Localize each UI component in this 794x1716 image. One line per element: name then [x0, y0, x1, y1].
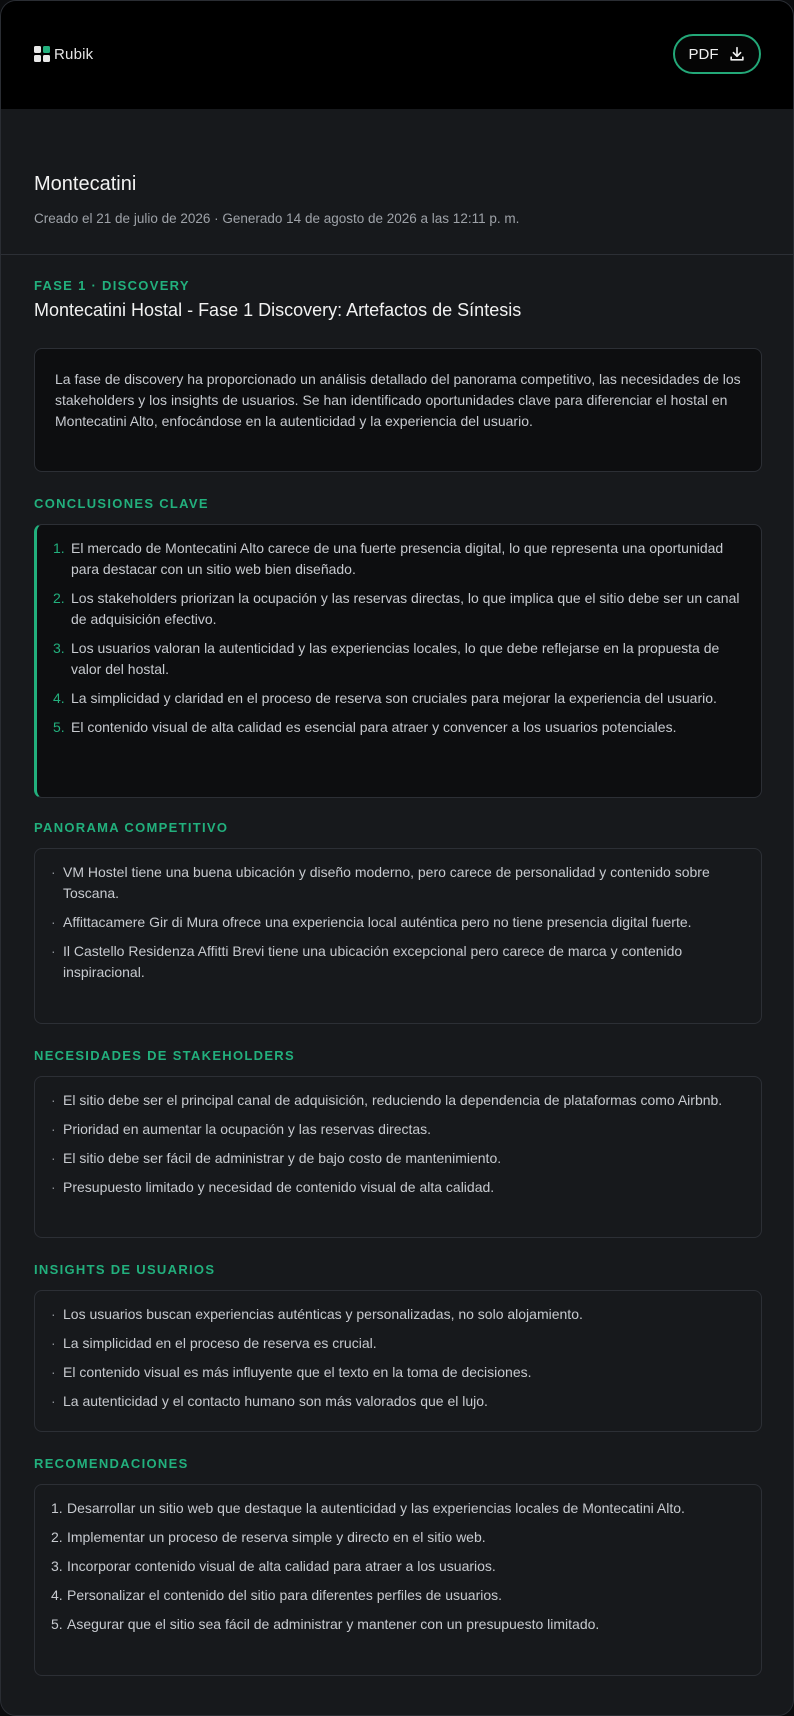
page-title: Montecatini: [34, 173, 137, 195]
logo-text: Rubik: [54, 46, 94, 63]
list-item: · Affittacamere Gir di Mura ofrece una experiencia local auténtica pero no tiene presencia digital fuerte.: [51, 914, 692, 930]
section-heading-stakeholders: NECESIDADES DE STAKEHOLDERS: [34, 1048, 295, 1063]
recommendations-card: [34, 1484, 762, 1676]
pdf-button-label: PDF: [688, 45, 719, 63]
list-item: 4. La simplicidad y claridad en el proceso de reserva son cruciales para mejorar la experiencia del usuario.: [53, 690, 717, 706]
list-item: 2. Implementar un proceso de reserva simple y directo en el sitio web.: [51, 1529, 486, 1545]
list-item: · Presupuesto limitado y necesidad de contenido visual de alta calidad.: [51, 1179, 495, 1195]
phase-label: FASE 1 · DISCOVERY: [34, 278, 190, 293]
logo[interactable]: [34, 46, 93, 63]
page-meta: Creado el 21 de julio de 2026 · Generado 14 de agosto de 2026 a las 12:11 p. m.: [34, 211, 520, 226]
summary-card: La fase de discovery ha proporcionado un análisis detallado del panorama competitivo, las necesidades de los stakeholders y los insights de usuarios. Se han identificado oportunidades clave para diferenciar el hostal en Montecatini Alto, enfocándose en la autenticidad y la experiencia del usuario.: [34, 348, 762, 472]
competitive-card: [34, 848, 762, 1024]
section-heading-competitive: PANORAMA COMPETITIVO: [34, 820, 229, 835]
divider: [1, 254, 793, 255]
list-item: 2. Los stakeholders priorizan la ocupación y las reservas directas, lo que implica que el sitio debe ser un canal de adquisición efectivo.: [53, 590, 740, 627]
list-item: 3. Los usuarios valoran la autenticidad y las experiencias locales, lo que debe reflejarse en la propuesta de valor del hostal.: [53, 640, 720, 677]
download-icon: [728, 45, 746, 63]
list-item: 3. Incorporar contenido visual de alta calidad para atraer a los usuarios.: [51, 1558, 496, 1574]
list-item: 5. Asegurar que el sitio sea fácil de administrar y mantener con un presupuesto limitado.: [51, 1616, 600, 1632]
list-item: · Los usuarios buscan experiencias auténticas y personalizadas, no solo alojamiento.: [51, 1306, 583, 1322]
list-item: 1. Desarrollar un sitio web que destaque la autenticidad y las experiencias locales de Montecatini Alto.: [51, 1500, 685, 1516]
list-item: · El sitio debe ser el principal canal de adquisición, reduciendo la dependencia de plataformas como Airbnb.: [51, 1092, 723, 1108]
logo-icon: [34, 46, 51, 63]
conclusions-card: [34, 524, 762, 798]
list-item: · La autenticidad y el contacto humano son más valorados que el lujo.: [51, 1393, 488, 1409]
phase-title: Montecatini Hostal - Fase 1 Discovery: Artefactos de Síntesis: [34, 300, 522, 320]
list-item: · El contenido visual es más influyente que el texto en la toma de decisiones.: [51, 1364, 532, 1380]
list-item: · La simplicidad en el proceso de reserva es crucial.: [51, 1335, 377, 1351]
insights-card: [34, 1290, 762, 1432]
list-item: 5. El contenido visual de alta calidad es esencial para atraer y convencer a los usuarios potenciales.: [53, 719, 677, 735]
section-heading-recommendations: RECOMENDACIONES: [34, 1456, 189, 1471]
top-bar: [1, 1, 793, 109]
list-item: · Il Castello Residenza Affitti Brevi tiene una ubicación excepcional pero carece de marca y contenido inspiracional.: [51, 943, 683, 980]
stakeholders-card: [34, 1076, 762, 1238]
list-item: 1. El mercado de Montecatini Alto carece de una fuerte presencia digital, lo que representa una oportunidad para destacar con un sitio web bien diseñado.: [53, 540, 724, 577]
list-item: · VM Hostel tiene una buena ubicación y diseño moderno, pero carece de personalidad y contenido sobre Toscana.: [51, 864, 710, 901]
section-heading-insights: INSIGHTS DE USUARIOS: [34, 1262, 216, 1277]
list-item: · El sitio debe ser fácil de administrar y de bajo costo de mantenimiento.: [51, 1150, 502, 1166]
list-item: · Prioridad en aumentar la ocupación y las reservas directas.: [51, 1121, 432, 1137]
section-heading-conclusions: CONCLUSIONES CLAVE: [34, 496, 209, 511]
list-item: 4. Personalizar el contenido del sitio para diferentes perfiles de usuarios.: [51, 1587, 503, 1603]
pdf-download-button[interactable]: [673, 34, 761, 74]
